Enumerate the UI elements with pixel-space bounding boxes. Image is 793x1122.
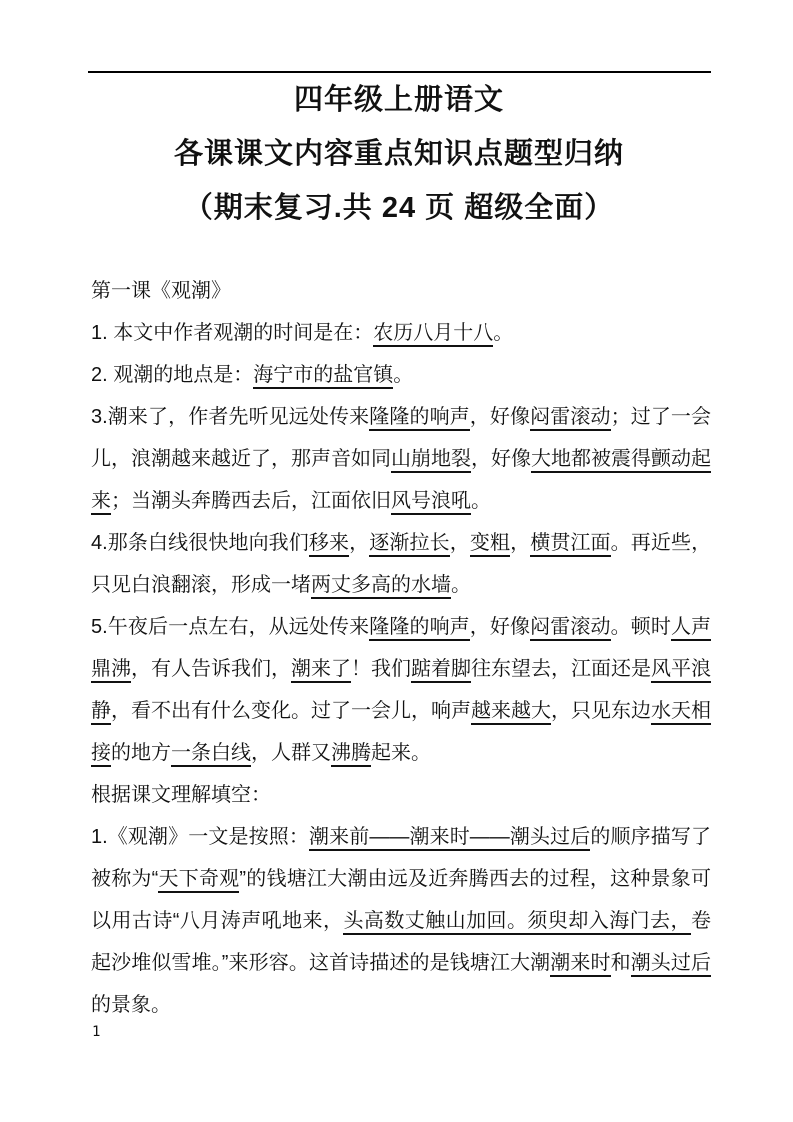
page-number: 1 [92, 1024, 101, 1040]
underlined-text: 头高数丈触山加回。须臾却入海门去， [343, 910, 691, 935]
section-heading [91, 774, 711, 816]
underlined-text: 闷雷滚动 [530, 616, 610, 641]
plain-text: ，好像 [469, 406, 531, 428]
plain-text: 根据课文理解填空： [91, 784, 271, 806]
underlined-text: 横贯江面 [530, 532, 610, 557]
paragraph-fill-1 [91, 816, 711, 1026]
plain-text: ！我们 [351, 658, 411, 680]
underlined-text: 变粗 [470, 532, 510, 557]
plain-text: 的地方 [111, 742, 171, 764]
plain-text: 3.潮来了，作者先听见远处传来 [91, 406, 370, 428]
underlined-text: 潮来了 [291, 658, 351, 683]
doc-title-line-2: 各课课文内容重点知识点题型归纳 [173, 138, 624, 170]
underlined-text: 大地都被震得颤动起来 [91, 448, 711, 515]
plain-text: 1.《观潮》一文是按照： [91, 826, 309, 848]
doc-title-line-1: 四年级上册语文 [293, 84, 504, 116]
underlined-text: 踮着脚 [411, 658, 471, 683]
plain-text: 第一课《观潮》 [91, 280, 231, 302]
plain-text: 。 [471, 490, 491, 512]
underlined-text: 农历八月十八 [373, 322, 493, 347]
underlined-text: 人声鼎沸 [91, 616, 711, 683]
underlined-text: 潮来前——潮来时——潮头过后 [309, 826, 590, 851]
plain-text: 。 [493, 322, 514, 344]
underlined-text: 越来越大 [471, 700, 551, 725]
underlined-text: 山崩地裂 [391, 448, 471, 473]
underlined-text: 移来 [309, 532, 349, 557]
paragraph-q2 [91, 354, 711, 396]
plain-text: ，好像 [469, 616, 531, 638]
paragraph-q4 [91, 522, 711, 606]
plain-text: ，人群又 [251, 742, 331, 764]
plain-text: ；过了一会儿，浪潮越来越近了，那声音如同 [91, 406, 712, 470]
underlined-text: 潮来时 [550, 952, 610, 977]
plain-text: ， [510, 532, 531, 554]
paragraph-q5 [91, 606, 711, 774]
plain-text: 和 [610, 952, 631, 974]
underlined-text: 风号浪吼 [391, 490, 471, 515]
plain-text: 的顺序描写了被称为“ [91, 826, 711, 890]
plain-text: 起来。 [371, 742, 431, 764]
plain-text: 。 [451, 574, 471, 596]
plain-text: ， [449, 532, 470, 554]
plain-text: ；当潮头奔腾西去后，江面依旧 [111, 490, 391, 512]
plain-text: 的景象。 [91, 994, 171, 1016]
plain-text: 。 [393, 364, 414, 386]
underlined-text: 一条白线 [171, 742, 251, 767]
lesson-heading [91, 270, 711, 312]
paragraph-q1 [91, 312, 711, 354]
underlined-text: 海宁市的盐官镇 [253, 364, 393, 389]
underlined-text: 水天相接 [91, 700, 711, 767]
doc-title [87, 73, 711, 235]
plain-text: 2. 观潮的地点是： [91, 364, 254, 386]
paragraph-q3 [91, 396, 711, 522]
plain-text: 1. 本文中作者观潮的时间是在： [91, 322, 374, 344]
plain-text: ，看不出有什么变化。过了一会儿，响声 [111, 700, 471, 722]
plain-text: ，只见东边 [551, 700, 651, 722]
doc-title-line-3: （期末复习.共 24 页 超级全面） [183, 192, 615, 224]
plain-text: 往东望去，江面还是 [471, 658, 651, 680]
plain-text: ”的钱塘江大潮由远及近奔腾西去的过程，这种景象可以用古诗“八月涛声吼地来， [91, 868, 711, 932]
underlined-text: 逐渐拉长 [369, 532, 449, 557]
document-body [91, 270, 711, 1026]
underlined-text: 闷雷滚动 [530, 406, 610, 431]
underlined-text: 潮头过后 [631, 952, 711, 977]
plain-text: 。顿时 [610, 616, 671, 638]
underlined-text: 沸腾 [331, 742, 371, 767]
underlined-text: 风平浪静 [91, 658, 711, 725]
underlined-text: 隆隆的响声 [369, 616, 470, 641]
plain-text: ，好像 [471, 448, 531, 470]
underlined-text: 隆隆的响声 [369, 406, 470, 431]
plain-text: ，有人告诉我们， [131, 658, 291, 680]
plain-text: 。再近些，只见白浪翻滚，形成一堵 [91, 532, 712, 596]
underlined-text: 天下奇观 [158, 868, 239, 893]
plain-text: 卷起沙堆似雪堆。”来形容。这首诗描述的是钱塘江大潮 [91, 910, 711, 974]
plain-text: 4.那条白线很快地向我们 [91, 532, 309, 554]
plain-text: 5.午夜后一点左右，从远处传来 [91, 616, 370, 638]
plain-text: ， [349, 532, 370, 554]
underlined-text: 两丈多高的水墙 [311, 574, 451, 599]
